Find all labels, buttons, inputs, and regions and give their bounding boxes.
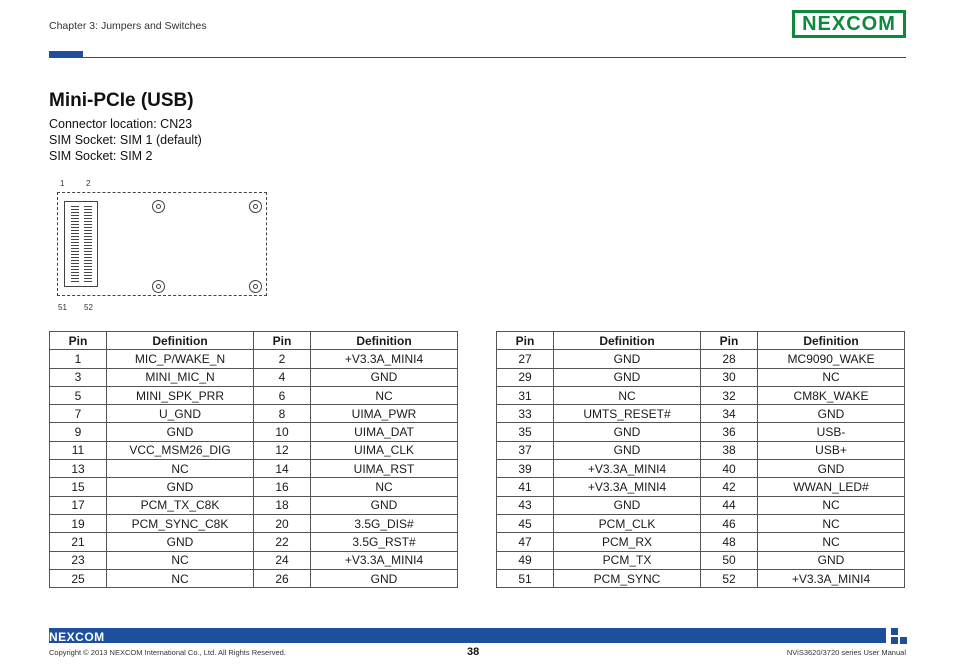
pin-definition-cell: 3.5G_DIS# — [311, 514, 458, 532]
pin-rows — [497, 350, 905, 588]
pin-table-left — [49, 331, 458, 588]
pin-number-cell: 18 — [254, 496, 311, 514]
pin-number-cell: 22 — [254, 533, 311, 551]
pin-definition-cell: GND — [311, 569, 458, 587]
pin-number-cell: 20 — [254, 514, 311, 532]
table-row — [497, 423, 905, 441]
pin-number-cell: 45 — [497, 514, 554, 532]
footer-logo: NEXCOM — [49, 630, 105, 644]
pin-definition-cell: PCM_TX — [554, 551, 701, 569]
table-row — [497, 569, 905, 587]
page-number: 38 — [467, 646, 480, 658]
mount-hole-icon — [249, 280, 262, 293]
minipcie-connector — [64, 201, 98, 287]
pin-definition-cell: GND — [107, 478, 254, 496]
pin-number-cell: 25 — [50, 569, 107, 587]
pin-number-cell: 7 — [50, 405, 107, 423]
pin-number-cell: 46 — [701, 514, 758, 532]
pin-rows — [50, 350, 458, 588]
pin-definition-cell: GND — [554, 496, 701, 514]
pin-definition-cell: NC — [758, 533, 905, 551]
table-row — [497, 478, 905, 496]
pin-number-cell: 48 — [701, 533, 758, 551]
table-header-row — [497, 332, 905, 350]
pin-label-1: 1 — [60, 179, 65, 188]
pin-definition-cell: +V3.3A_MINI4 — [758, 569, 905, 587]
pin-definition-cell: NC — [311, 478, 458, 496]
pin-number-cell: 8 — [254, 405, 311, 423]
pin-label-52: 52 — [84, 303, 93, 312]
pin-number-cell: 33 — [497, 405, 554, 423]
pin-definition-cell: +V3.3A_MINI4 — [311, 350, 458, 368]
pin-number-cell: 21 — [50, 533, 107, 551]
pin-definition-cell: PCM_RX — [554, 533, 701, 551]
pin-definition-cell: GND — [311, 496, 458, 514]
table-row — [497, 533, 905, 551]
pin-definition-cell: PCM_CLK — [554, 514, 701, 532]
copyright-text: Copyright © 2013 NEXCOM International Co., Ltd. All Rights Reserved. — [49, 648, 286, 657]
pin-number-cell: 16 — [254, 478, 311, 496]
pin-number-cell: 47 — [497, 533, 554, 551]
table-row — [497, 368, 905, 386]
pin-definition-cell: +V3.3A_MINI4 — [554, 478, 701, 496]
sim-socket-1: SIM Socket: SIM 1 (default) — [49, 133, 202, 147]
pin-number-cell: 36 — [701, 423, 758, 441]
table-row — [50, 441, 458, 459]
pin-definition-cell: GND — [311, 368, 458, 386]
pin-definition-cell: NC — [554, 386, 701, 404]
pin-number-cell: 9 — [50, 423, 107, 441]
pin-definition-cell: NC — [758, 368, 905, 386]
table-row — [497, 386, 905, 404]
pin-label-51: 51 — [58, 303, 67, 312]
pin-number-cell: 15 — [50, 478, 107, 496]
pin-number-cell: 44 — [701, 496, 758, 514]
pin-definition-cell: MIC_P/WAKE_N — [107, 350, 254, 368]
pin-number-cell: 4 — [254, 368, 311, 386]
pin-definition-cell: GND — [758, 460, 905, 478]
table-row — [497, 460, 905, 478]
connector-diagram — [52, 178, 272, 313]
pin-number-cell: 6 — [254, 386, 311, 404]
pin-definition-cell: 3.5G_RST# — [311, 533, 458, 551]
pin-number-cell: 32 — [701, 386, 758, 404]
pin-number-cell: 10 — [254, 423, 311, 441]
pin-definition-cell: GND — [107, 423, 254, 441]
mount-hole-icon — [152, 280, 165, 293]
logo-text: NEXCOM — [802, 12, 896, 35]
table-row — [50, 386, 458, 404]
connector-pins-right — [84, 206, 92, 282]
pin-number-cell: 14 — [254, 460, 311, 478]
page-title: Mini-PCIe (USB) — [49, 90, 194, 111]
table-row — [50, 569, 458, 587]
connector-location: Connector location: CN23 — [49, 117, 193, 131]
pin-number-cell: 39 — [497, 460, 554, 478]
header-definition: Definition — [554, 332, 701, 350]
pin-label-2: 2 — [86, 179, 91, 188]
pin-definition-cell: U_GND — [107, 405, 254, 423]
pin-definition-cell: GND — [758, 405, 905, 423]
pin-definition-cell: USB+ — [758, 441, 905, 459]
pin-number-cell: 2 — [254, 350, 311, 368]
pin-number-cell: 24 — [254, 551, 311, 569]
pin-number-cell: 3 — [50, 368, 107, 386]
pin-definition-cell: PCM_SYNC — [554, 569, 701, 587]
table-row — [50, 423, 458, 441]
header-definition: Definition — [311, 332, 458, 350]
mount-hole-icon — [152, 200, 165, 213]
pin-definition-cell: PCM_SYNC_C8K — [107, 514, 254, 532]
table-row — [50, 405, 458, 423]
pin-definition-cell: NC — [311, 386, 458, 404]
pin-number-cell: 5 — [50, 386, 107, 404]
chapter-heading: Chapter 3: Jumpers and Switches — [49, 20, 207, 32]
pin-definition-cell: MC9090_WAKE — [758, 350, 905, 368]
pin-definition-cell: GND — [554, 441, 701, 459]
pin-definition-cell: GND — [107, 533, 254, 551]
pin-number-cell: 31 — [497, 386, 554, 404]
pin-number-cell: 30 — [701, 368, 758, 386]
table-row — [50, 368, 458, 386]
nexcom-logo — [792, 10, 906, 38]
pin-number-cell: 40 — [701, 460, 758, 478]
pin-definition-cell: GND — [554, 350, 701, 368]
header-rule — [49, 57, 906, 58]
pin-definition-cell: CM8K_WAKE — [758, 386, 905, 404]
table-row — [50, 533, 458, 551]
header-pin: Pin — [701, 332, 758, 350]
pin-definition-cell: NC — [107, 551, 254, 569]
footer-square-icon — [900, 637, 907, 644]
table-row — [497, 405, 905, 423]
pin-number-cell: 17 — [50, 496, 107, 514]
pin-number-cell: 38 — [701, 441, 758, 459]
pin-definition-cell: WWAN_LED# — [758, 478, 905, 496]
pin-number-cell: 50 — [701, 551, 758, 569]
header-pin: Pin — [254, 332, 311, 350]
pin-number-cell: 27 — [497, 350, 554, 368]
pin-number-cell: 35 — [497, 423, 554, 441]
pin-number-cell: 19 — [50, 514, 107, 532]
pin-number-cell: 13 — [50, 460, 107, 478]
manual-title: NViS3620/3720 series User Manual — [786, 648, 906, 657]
footer-bar — [49, 628, 886, 643]
pin-definition-cell: VCC_MSM26_DIG — [107, 441, 254, 459]
pin-number-cell: 42 — [701, 478, 758, 496]
table-row — [497, 551, 905, 569]
pin-number-cell: 49 — [497, 551, 554, 569]
mount-hole-icon — [249, 200, 262, 213]
header-pin: Pin — [50, 332, 107, 350]
pin-definition-cell: UIMA_CLK — [311, 441, 458, 459]
table-row — [50, 496, 458, 514]
pin-definition-cell: MINI_SPK_PRR — [107, 386, 254, 404]
pin-number-cell: 26 — [254, 569, 311, 587]
table-row — [50, 514, 458, 532]
pin-definition-cell: UMTS_RESET# — [554, 405, 701, 423]
pin-definition-cell: GND — [758, 551, 905, 569]
pin-table-right — [496, 331, 905, 588]
connector-pins-left — [71, 206, 79, 282]
pin-definition-cell: NC — [107, 460, 254, 478]
pin-number-cell: 37 — [497, 441, 554, 459]
header-definition: Definition — [758, 332, 905, 350]
pin-number-cell: 51 — [497, 569, 554, 587]
pin-definition-cell: USB- — [758, 423, 905, 441]
table-row — [50, 478, 458, 496]
pin-number-cell: 28 — [701, 350, 758, 368]
pin-number-cell: 52 — [701, 569, 758, 587]
table-row — [497, 441, 905, 459]
table-row — [497, 496, 905, 514]
pin-definition-cell: NC — [758, 514, 905, 532]
pin-number-cell: 43 — [497, 496, 554, 514]
pin-number-cell: 29 — [497, 368, 554, 386]
header-pin: Pin — [497, 332, 554, 350]
pin-definition-cell: GND — [554, 423, 701, 441]
footer-square-icon — [891, 637, 898, 644]
pin-number-cell: 12 — [254, 441, 311, 459]
pin-definition-cell: PCM_TX_C8K — [107, 496, 254, 514]
sim-socket-2: SIM Socket: SIM 2 — [49, 149, 153, 163]
pin-number-cell: 34 — [701, 405, 758, 423]
pin-definition-cell: GND — [554, 368, 701, 386]
pin-definition-cell: UIMA_DAT — [311, 423, 458, 441]
pin-number-cell: 41 — [497, 478, 554, 496]
header-definition: Definition — [107, 332, 254, 350]
pin-definition-cell: UIMA_RST — [311, 460, 458, 478]
pin-definition-cell: MINI_MIC_N — [107, 368, 254, 386]
pin-definition-cell: NC — [107, 569, 254, 587]
table-row — [497, 350, 905, 368]
table-row — [50, 551, 458, 569]
table-row — [497, 514, 905, 532]
pin-definition-cell: +V3.3A_MINI4 — [554, 460, 701, 478]
connector-info — [49, 116, 202, 164]
pin-definition-cell: NC — [758, 496, 905, 514]
table-header-row — [50, 332, 458, 350]
pin-number-cell: 11 — [50, 441, 107, 459]
footer-square-icon — [891, 628, 898, 635]
table-row — [50, 460, 458, 478]
table-row — [50, 350, 458, 368]
pin-number-cell: 1 — [50, 350, 107, 368]
pin-definition-cell: UIMA_PWR — [311, 405, 458, 423]
pin-definition-cell: +V3.3A_MINI4 — [311, 551, 458, 569]
pin-number-cell: 23 — [50, 551, 107, 569]
